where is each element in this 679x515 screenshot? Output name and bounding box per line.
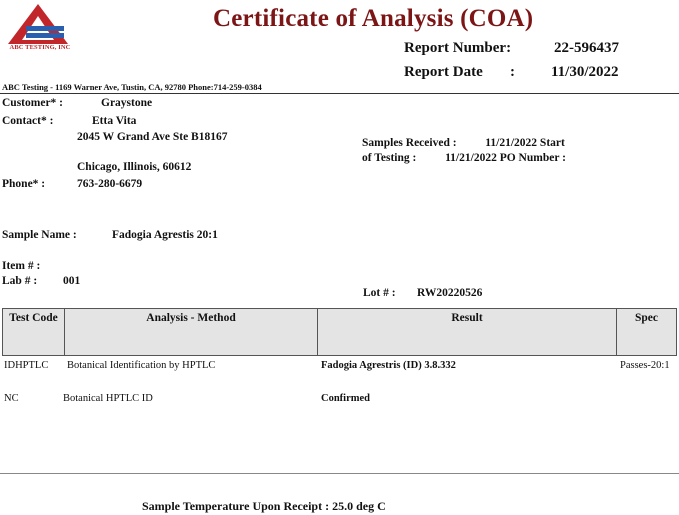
phone-value: 763-280-6679 xyxy=(77,178,143,190)
report-date-label: Report Date xyxy=(404,64,483,80)
row1-result: Fadogia Agrestris (ID) 3.8.332 xyxy=(321,360,456,371)
header-divider xyxy=(0,93,679,94)
contact-label: Contact* : xyxy=(2,115,54,127)
row1-test-code: IDHPTLC xyxy=(4,360,49,371)
header-spec: Spec xyxy=(635,312,658,324)
report-number-value: 22-596437 xyxy=(554,40,619,56)
lab-number-value: 001 xyxy=(63,275,81,287)
row2-method: Botanical HPTLC ID xyxy=(63,393,153,404)
lot-label: Lot # : xyxy=(363,287,396,299)
results-table-header xyxy=(2,308,677,356)
row2-result: Confirmed xyxy=(321,393,370,404)
address-line-2: Chicago, Illinois, 60612 xyxy=(77,161,192,173)
sample-temperature: Sample Temperature Upon Receipt : 25.0 deg C xyxy=(142,499,386,513)
lab-number-label: Lab # : xyxy=(2,275,38,287)
report-date-colon: : xyxy=(510,64,515,80)
contact-value: Etta Vita xyxy=(92,115,137,127)
table-bottom-divider xyxy=(0,473,679,474)
phone-label: Phone* : xyxy=(2,178,46,190)
item-label: Item # : xyxy=(2,260,41,272)
lab-address: ABC Testing - 1169 Warner Ave, Tustin, CA, 92780 Phone:714-259-0384 xyxy=(2,82,262,92)
header-result: Result xyxy=(318,309,617,355)
sample-name-label: Sample Name : xyxy=(2,229,77,241)
samples-received-line2: of Testing : 11/21/2022 PO Number : xyxy=(362,152,566,164)
header-test-code: Test Code xyxy=(3,309,65,355)
customer-label: Customer* : xyxy=(2,97,63,109)
row1-method: Botanical Identification by HPTLC xyxy=(67,360,216,371)
customer-value: Graystone xyxy=(101,97,153,109)
row1-spec: Passes-20:1 xyxy=(620,360,670,371)
document-title: Certificate of Analysis (COA) xyxy=(213,5,534,32)
samples-received-line1: Samples Received : 11/21/2022 Start xyxy=(362,137,565,149)
address-line-1: 2045 W Grand Ave Ste B18167 xyxy=(77,131,228,143)
report-number-label: Report Number: xyxy=(404,40,512,56)
sample-name-value: Fadogia Agrestis 20:1 xyxy=(112,229,218,241)
logo-text: ABC TESTING, INC xyxy=(9,44,71,51)
row2-test-code: NC xyxy=(4,393,19,404)
header-analysis-method: Analysis - Method xyxy=(65,309,318,355)
lot-value: RW20220526 xyxy=(417,287,483,299)
report-date-value: 11/30/2022 xyxy=(551,64,619,80)
